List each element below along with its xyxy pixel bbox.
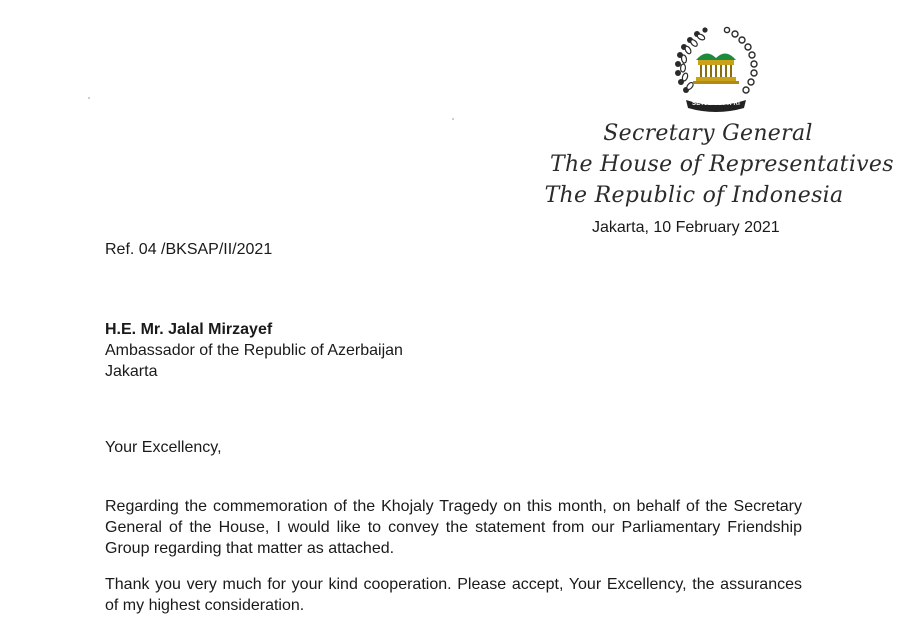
body-paragraph: Thank you very much for your kind cooperation. Please accept, Your Excellency, the assurances of my highest consideration.: [105, 576, 802, 614]
salutation: Your Excellency,: [105, 439, 222, 456]
scan-speck: [88, 97, 90, 99]
letterhead-line-republic: The Republic of Indonesia: [544, 183, 844, 208]
body-paragraph: Regarding the commemoration of the Khojaly Tragedy on this month, on behalf of the Secretary General of the House, I would like to convey the statement from our Parliamentary Friendship Group regarding that matter as attached.: [105, 498, 802, 557]
addressee-block: [105, 319, 403, 382]
scan-speck: [452, 118, 454, 120]
letterhead-line-secretary-general: Secretary General: [603, 121, 813, 146]
addressee-name: H.E. Mr. Jalal Mirzayef: [105, 321, 273, 338]
letterhead: [544, 118, 894, 211]
emblem-ribbon-text: SETJEN DPR RI: [692, 101, 740, 107]
addressee-title: Ambassador of the Republic of Azerbaijan: [105, 342, 403, 359]
reference-number: Ref. 04 /BKSAP/II/2021: [105, 241, 273, 258]
letter-date: Jakarta, 10 February 2021: [592, 219, 780, 236]
letterhead-line-house: The House of Representatives: [550, 152, 894, 177]
addressee-city: Jakarta: [105, 363, 158, 380]
